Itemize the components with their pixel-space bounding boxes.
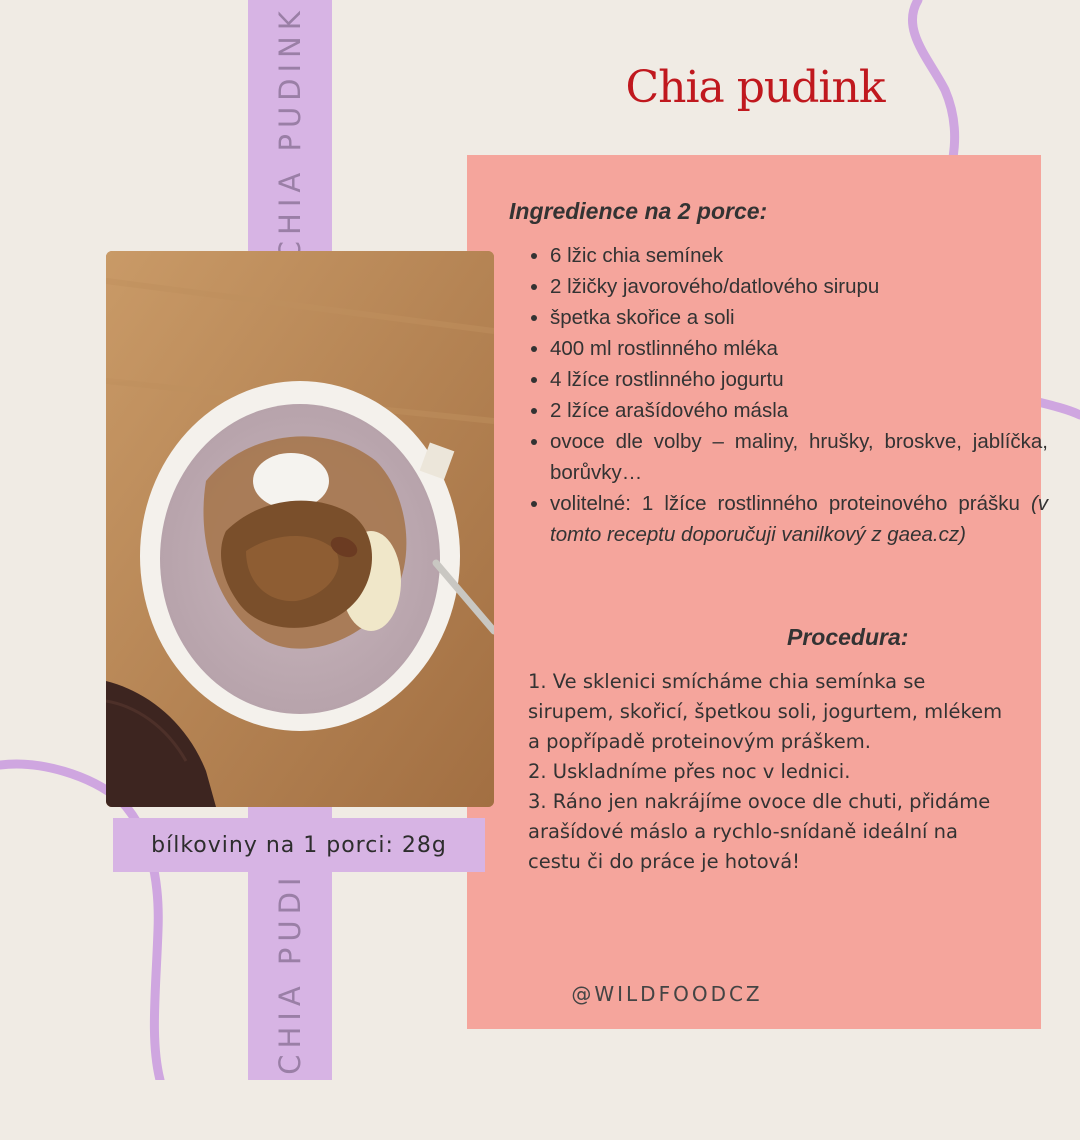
ingredient-item: • 400 ml rostlinného mléka (550, 333, 1048, 364)
protein-badge (113, 818, 485, 872)
ingredient-item: • 2 lžíce arašídového másla (550, 395, 1048, 426)
ingredient-item: • 4 lžíce rostlinného jogurtu (550, 364, 1048, 395)
protein-badge-text: bílkoviny na 1 porci: 28g (151, 832, 447, 858)
ingredient-item: • 2 lžičky javorového/datlového sirupu (550, 271, 1048, 302)
procedure-steps (528, 667, 1018, 877)
procedure-step: 3. Ráno jen nakrájíme ovoce dle chuti, přidáme arašídové máslo a rychlo-snídaně ideální na cestu či do práce je hotová! (528, 790, 991, 873)
ingredient-optional-text: volitelné: 1 lžíce rostlinného proteinového prášku (550, 492, 1020, 515)
ingredients-heading: Ingredience na 2 porce: (509, 198, 768, 224)
ingredient-item: • ovoce dle volby – maliny, hrušky, broskve, jablíčka, borůvky… (550, 426, 1048, 488)
procedure-heading: Procedura: (787, 624, 909, 650)
procedure-step: 1. Ve sklenici smícháme chia semínka se sirupem, skořicí, špetkou soli, jogurtem, mlékem a popřípadě proteinovým práškem. (528, 670, 1003, 753)
ingredients-list (528, 240, 1048, 550)
procedure-step: 2. Uskladníme přes noc v lednici. (528, 760, 851, 783)
chia-pudding-photo (106, 251, 494, 807)
ingredient-item: • 6 lžic chia semínek (550, 240, 1048, 271)
social-handle: @WILDFOODCZ (571, 982, 763, 1006)
page-title: Chia pudink (625, 62, 885, 113)
ingredient-item-optional (550, 488, 1048, 550)
ingredient-item: • špetka skořice a soli (550, 302, 1048, 333)
photo-illustration (106, 251, 494, 807)
ingredient-optional-note: (v tomto receptu doporučuji vanilkový z gaea.cz) (550, 492, 1049, 546)
